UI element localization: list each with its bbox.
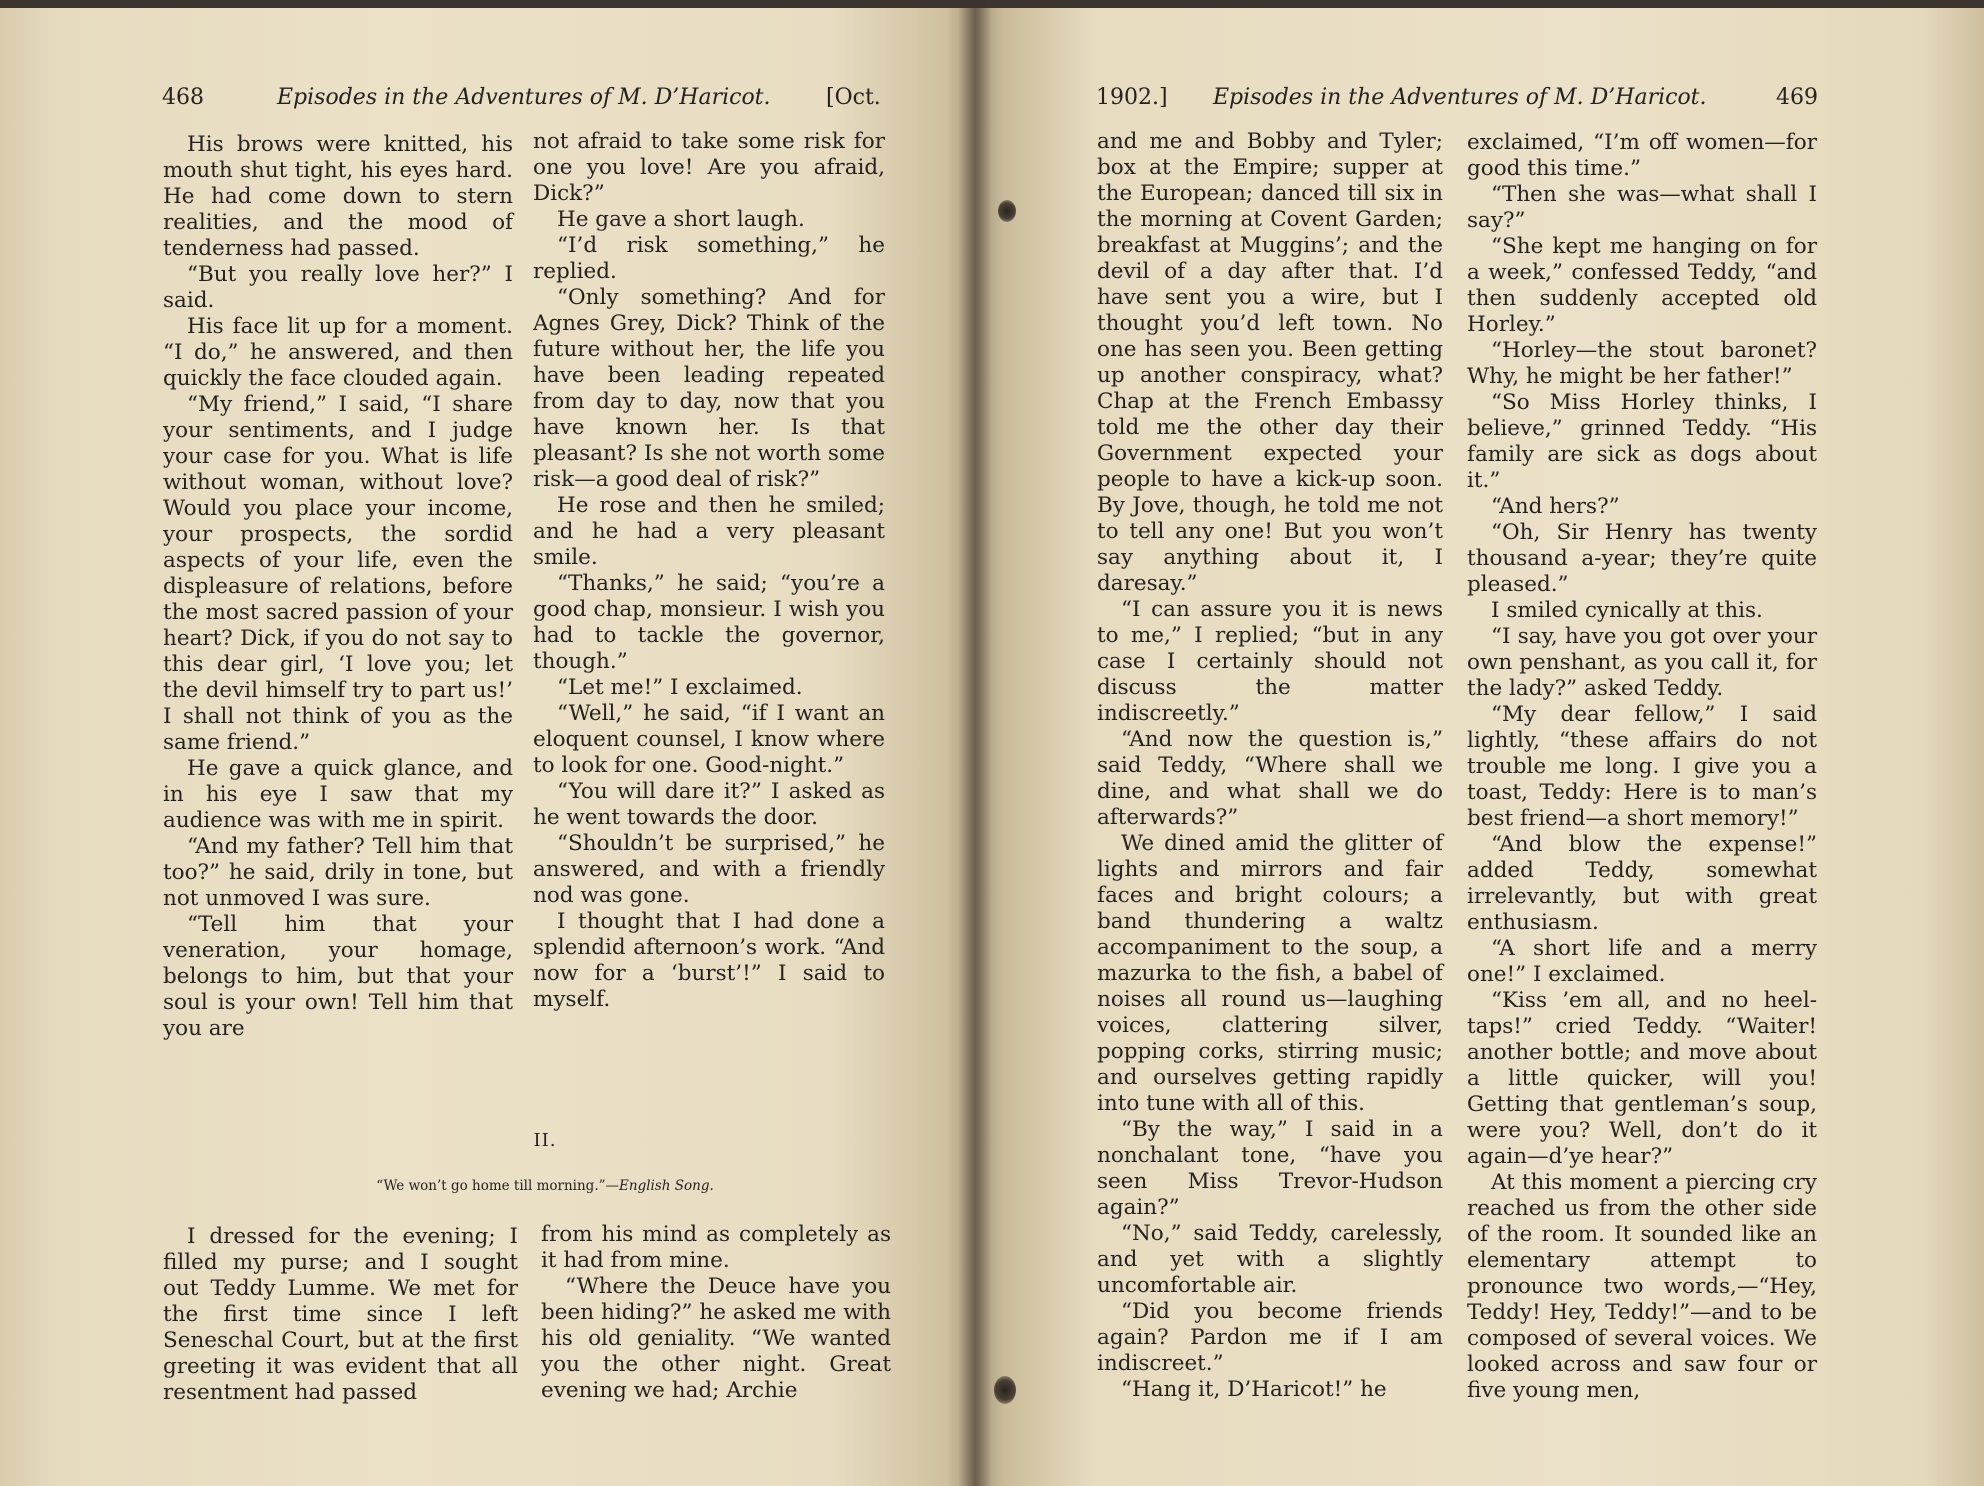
paragraph: from his mind as completely as it had from mine. <box>541 1222 891 1273</box>
paragraph: “But you really love her?” I said. <box>163 262 513 313</box>
paragraph: “Thanks,” he said; “you’re a good chap, monsieur. I wish you had to tackle the governor, though.” <box>533 571 885 674</box>
paragraph: “Only something? And for Agnes Grey, Dick? Think of the future without her, the life you have been leading repeated from day to day, now that you have known her. Is that pleasant? Is she not worth some risk—a good deal of risk?” <box>533 285 885 492</box>
page-blemish <box>998 200 1016 222</box>
section-number: II. <box>533 1130 557 1151</box>
paragraph: “And now the question is,” said Teddy, “Where shall we dine, and what shall we do afterwards?” <box>1097 727 1443 830</box>
paragraph: “Tell him that your veneration, your homage, belongs to him, but that your soul is your own! Tell him that you are <box>163 912 513 1041</box>
paragraph: His brows were knitted, his mouth shut tight, his eyes hard. He had come down to stern realities, and the mood of tenderness had passed. <box>163 132 513 261</box>
paragraph: “By the way,” I said in a nonchalant tone, “have you seen Miss Trevor-Hudson again?” <box>1097 1117 1443 1220</box>
paragraph: exclaimed, “I’m off women—for good this time.” <box>1467 130 1817 181</box>
right-page <box>975 8 1984 1486</box>
paragraph: “No,” said Teddy, carelessly, and yet with a slightly uncomfortable air. <box>1097 1221 1443 1298</box>
paragraph: “I say, have you got over your own penshant, as you call it, for the lady?” asked Teddy. <box>1467 624 1817 701</box>
paragraph: “And hers?” <box>1491 494 1620 519</box>
left-page-number: 468 <box>162 85 204 110</box>
paragraph: “A short life and a merry one!” I exclaimed. <box>1467 936 1817 987</box>
paragraph: I thought that I had done a splendid afternoon’s work. “And now for a ‘burst’!” I said to myself. <box>533 909 885 1012</box>
paragraph: “Shouldn’t be surprised,” he answered, and with a friendly nod was gone. <box>533 831 885 908</box>
paragraph: “Let me!” I exclaimed. <box>557 675 803 700</box>
paragraph: He gave a quick glance, and in his eye I saw that my audience was with me in spirit. <box>163 756 513 833</box>
epigraph <box>160 1178 930 1194</box>
paragraph: “Horley—the stout baronet? Why, he might be her father!” <box>1467 338 1817 389</box>
paragraph: not afraid to take some risk for one you love! Are you afraid, Dick?” <box>533 129 885 206</box>
paragraph: “Well,” he said, “if I want an eloquent counsel, I know where to look for one. Good-night.” <box>533 701 885 778</box>
paragraph: “Oh, Sir Henry has twenty thousand a-year; they’re quite pleased.” <box>1467 520 1817 597</box>
left-running-title: Episodes in the Adventures of M. D’Haricot. <box>277 85 771 110</box>
paragraph: “I can assure you it is news to me,” I replied; “but in any case I certainly should not discuss the matter indiscreetly.” <box>1097 597 1443 726</box>
section2-column-2 <box>541 1222 891 1404</box>
paragraph: “I’d risk something,” he replied. <box>533 233 885 284</box>
right-running-title: Episodes in the Adventures of M. D’Haricot. <box>1213 85 1707 110</box>
section2-column-1 <box>163 1224 518 1406</box>
paragraph: His face lit up for a moment. “I do,” he answered, and then quickly the face clouded again. <box>163 314 513 391</box>
paragraph: He gave a short laugh. <box>557 207 805 232</box>
paragraph: “She kept me hanging on for a week,” confessed Teddy, “and then suddenly accepted old Horley.” <box>1467 234 1817 337</box>
right-running-head <box>975 78 1984 118</box>
right-page-number: 469 <box>1776 85 1818 110</box>
right-column-1 <box>1097 129 1443 1403</box>
paragraph: “You will dare it?” I asked as he went towards the door. <box>533 779 885 830</box>
book-gutter <box>958 0 992 1486</box>
paragraph: “My friend,” I said, “I share your sentiments, and I judge your case for you. What is life without woman, without love? Would you place your income, your prospects, the sordid aspects of your life, even the displeasure of relations, before the most sacred passion of your heart? Dick, if you do not say to this dear girl, ‘I love you; let the devil himself try to part us!’ I shall not think of you as the same friend.” <box>163 392 513 755</box>
paragraph: “Hang it, D’Haricot!” he <box>1121 1377 1387 1402</box>
left-running-head <box>0 78 975 118</box>
epigraph-source: English Song. <box>619 1178 714 1194</box>
left-running-date: [Oct. <box>826 85 881 110</box>
right-running-date: 1902.] <box>1096 85 1168 110</box>
paragraph: I dressed for the evening; I filled my purse; and I sought out Teddy Lumme. We met for the first time since I left Seneschal Court, but at the first greeting it was evident that all resentment had passed <box>163 1224 518 1405</box>
paragraph: “So Miss Horley thinks, I believe,” grinned Teddy. “His family are sick as dogs about it.” <box>1467 390 1817 493</box>
paragraph: “Where the Deuce have you been hiding?” he asked me with his old geniality. “We wanted you the other night. Great evening we had; Archie <box>541 1274 891 1403</box>
paragraph: He rose and then he smiled; and he had a very pleasant smile. <box>533 493 885 570</box>
left-column-1 <box>163 132 513 1042</box>
paragraph: “Then she was—what shall I say?” <box>1467 182 1817 233</box>
paragraph: and me and Bobby and Tyler; box at the Empire; supper at the European; danced till six in the morning at Covent Garden; breakfast at Muggins’; and the devil of a day after that. I’d have sent you a wire, but I thought you’d left town. No one has seen you. Been getting up another conspiracy, what? Chap at the French Embassy told me the other day their Government expected your people to have a kick-up soon. By Jove, though, he told me not to tell any one! But you won’t say anything about it, I daresay.” <box>1097 129 1443 596</box>
epigraph-quote: “We won’t go home till morning.”— <box>376 1178 620 1194</box>
paragraph: I smiled cynically at this. <box>1491 598 1763 623</box>
page-blemish <box>994 1376 1016 1404</box>
left-page <box>0 8 975 1486</box>
paragraph: We dined amid the glitter of lights and mirrors and fair faces and bright colours; a band thundering a waltz accompaniment to the soup, a mazurka to the fish, a babel of noises all round us—laughing voices, clattering silver, popping corks, stirring music; and ourselves getting rapidly into tune with all of this. <box>1097 831 1443 1116</box>
paragraph: “And my father? Tell him that too?” he said, drily in tone, but not unmoved I was sure. <box>163 834 513 911</box>
paragraph: “Kiss ’em all, and no heel-taps!” cried Teddy. “Waiter! another bottle; and move about a little quicker, will you! Getting that gentleman’s soup, were you? Well, don’t do it again—d’ye hear?” <box>1467 988 1817 1169</box>
right-column-2 <box>1467 130 1817 1404</box>
paragraph: “My dear fellow,” I said lightly, “these affairs do not trouble me long. I give you a toast, Teddy: Here is to man’s best friend—a short memory!” <box>1467 702 1817 831</box>
paragraph: “Did you become friends again? Pardon me if I am indiscreet.” <box>1097 1299 1443 1376</box>
left-column-2 <box>533 129 885 1013</box>
paragraph: “And blow the expense!” added Teddy, somewhat irrelevantly, but with great enthusiasm. <box>1467 832 1817 935</box>
paragraph: At this moment a piercing cry reached us from the other side of the room. It sounded like an elementary attempt to pronounce two words,—“Hey, Teddy! Hey, Teddy!”—and to be composed of several voices. We looked across and saw four or five young men, <box>1467 1170 1817 1403</box>
